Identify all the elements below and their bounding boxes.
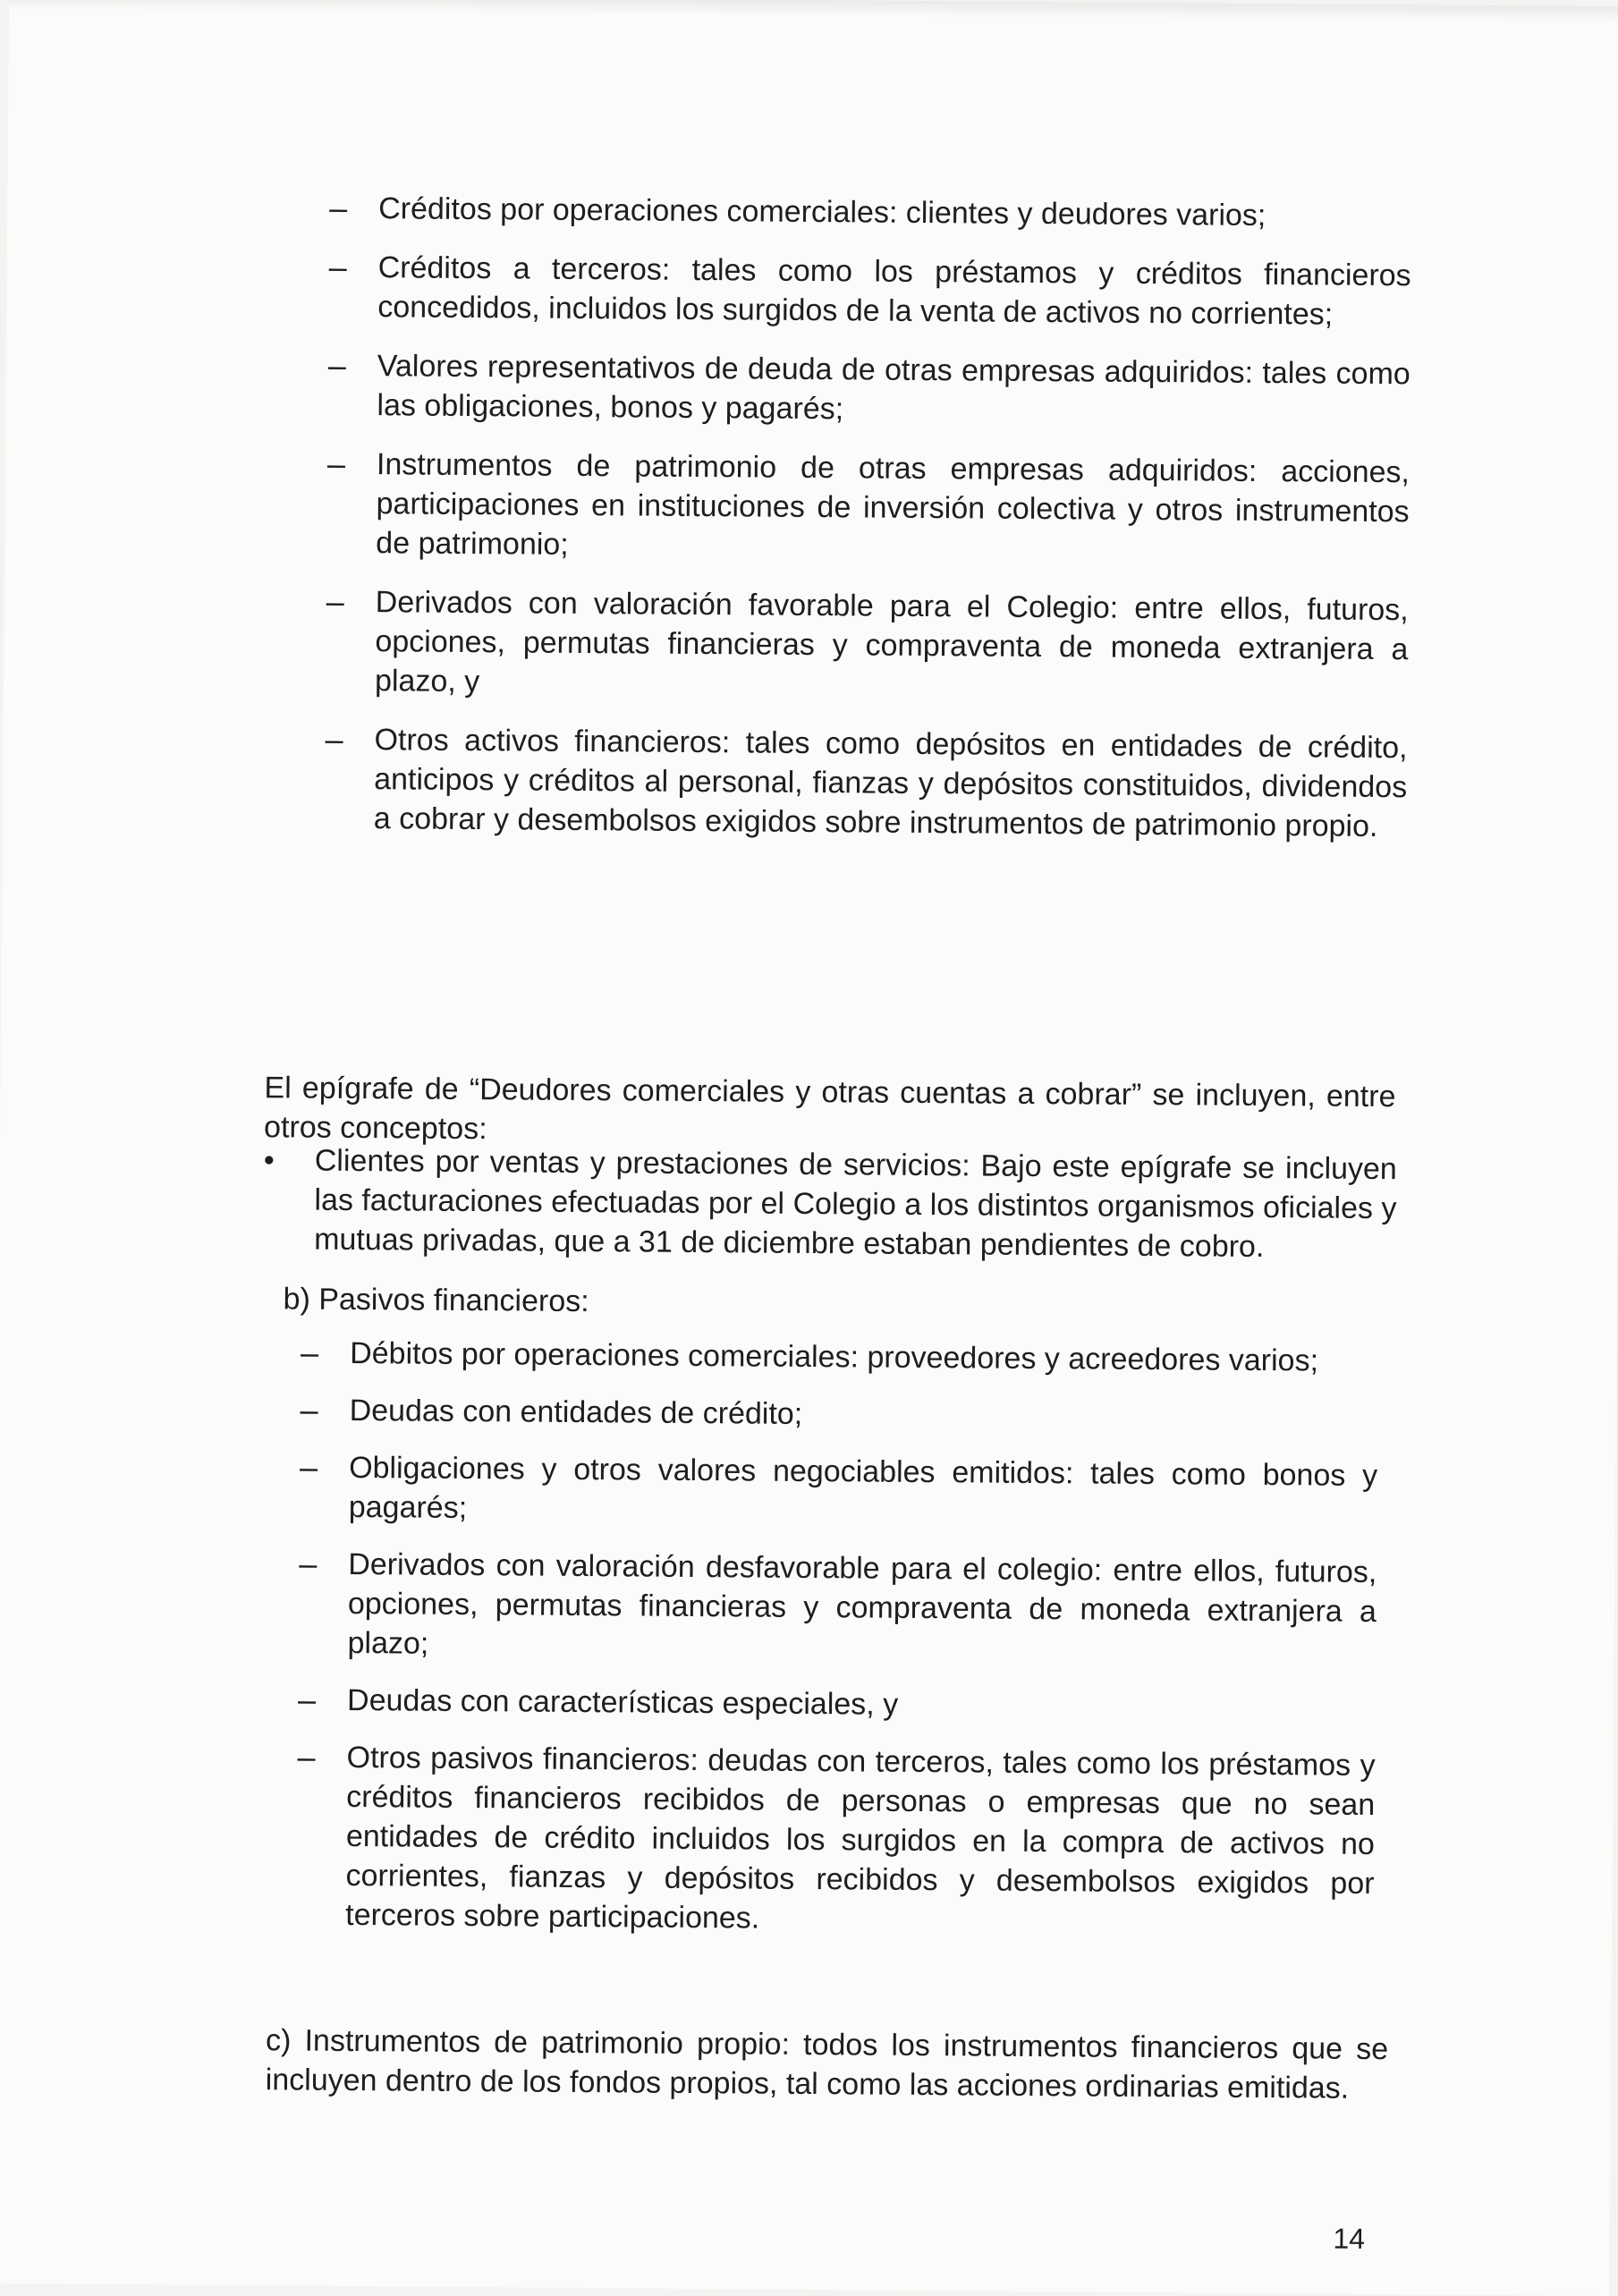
dash-marker: –	[299, 1448, 318, 1486]
list-item	[4, 442, 1410, 571]
list-item	[6, 245, 1411, 335]
dash-marker: –	[299, 1545, 318, 1582]
dash-marker: –	[326, 582, 344, 620]
financial-liabilities-list	[0, 1331, 1378, 1961]
scan-shadow	[9, 0, 1618, 22]
dash-marker: –	[297, 1738, 316, 1775]
list-item-text: Clientes por ventas y prestaciones de servicios: Bajo este epígrafe se incluyen las facturaciones efectuadas por el Colegio a los distintos organismos oficiales y mutuas privadas, que a 31 de diciembre estaban pendientes de cobro.	[314, 1143, 1397, 1264]
list-item-text: Otros activos financieros: tales como depósitos en entidades de crédito, anticipos y créditos al personal, fianzas y depósitos constituidos, dividendos a cobrar y desembolsos exigidos sobre instrumentos de patrimonio propio.	[373, 723, 1408, 843]
list-item-text: Deudas con entidades de crédito;	[349, 1393, 803, 1431]
list-item-text: Derivados con valoración desfavorable para el colegio: entre ellos, futuros, opciones, permutas financieras y compraventa de moneda extranjera a plazo;	[347, 1546, 1377, 1661]
list-item	[0, 1139, 1397, 1267]
list-item	[5, 343, 1410, 433]
list-item	[0, 1735, 1376, 1943]
dash-marker: –	[326, 445, 346, 482]
dash-marker: –	[297, 1681, 317, 1718]
section-paragraph-c: c) Instrumentos de patrimonio propio: todos los instrumentos financieros que se incluyen dentro de los fondos propios, tal como las acciones ordinarias emitidas.	[265, 2023, 1389, 2105]
list-item	[0, 1542, 1377, 1671]
list-item	[0, 1331, 1378, 1381]
list-item-text: Créditos a terceros: tales como los préstamos y créditos financieros concedidos, incluidos los surgidos de la venta de activos no corrientes;	[377, 250, 1411, 332]
dash-marker: –	[328, 248, 347, 285]
list-item	[4, 580, 1409, 708]
list-item	[0, 1678, 1376, 1728]
financial-assets-list	[3, 186, 1412, 866]
list-item-text: Otros pasivos financieros: deudas con terceros, tales como los préstamos y créditos financieros recibidos de personas o empresas que no sean entidades de crédito incluidos los surgidos en la compra de activos no corrientes, fianzas y depósitos recibidos y desembolsos exigidos por terceros sobre participaciones.	[345, 1740, 1376, 1936]
list-item	[0, 1445, 1377, 1535]
receivables-bullet-list	[0, 1139, 1397, 1267]
list-item	[7, 186, 1411, 236]
list-item-text: Obligaciones y otros valores negociables emitidos: tales como bonos y pagarés;	[348, 1450, 1378, 1526]
intro-paragraph: El epígrafe de “Deudores comerciales y otras cuentas a cobrar” se incluyen, entre otros conceptos:	[263, 1071, 1396, 1147]
dash-marker: –	[325, 720, 343, 758]
dash-marker: –	[329, 189, 348, 226]
page-number: 14	[1333, 2222, 1366, 2255]
list-item-text: Deudas con características especiales, y	[346, 1682, 899, 1722]
list-item-text: Derivados con valoración favorable para el Colegio: entre ellos, futuros, opciones, permutas financieras y compraventa de moneda extranjera a plazo, y	[374, 585, 1409, 699]
dash-marker: –	[300, 1334, 319, 1371]
list-item	[3, 717, 1408, 846]
dash-marker: –	[300, 1391, 318, 1428]
list-item-text: Débitos por operaciones comerciales: proveedores y acreedores varios;	[350, 1335, 1319, 1378]
list-item-text: Instrumentos de patrimonio de otras empresas adquiridos: acciones, participaciones en instituciones de inversión colectiva y otros instrumentos de patrimonio;	[376, 447, 1410, 562]
list-item	[0, 1388, 1378, 1438]
section-heading-b: b) Pasivos financieros:	[283, 1282, 589, 1319]
list-item-text: Créditos por operaciones comerciales: clientes y deudores varios;	[378, 191, 1266, 233]
list-item-text: Valores representativos de deuda de otras empresas adquiridos: tales como las obligaciones, bonos y pagarés;	[377, 349, 1410, 427]
dash-marker: –	[327, 346, 347, 384]
bullet-marker: •	[263, 1143, 275, 1178]
